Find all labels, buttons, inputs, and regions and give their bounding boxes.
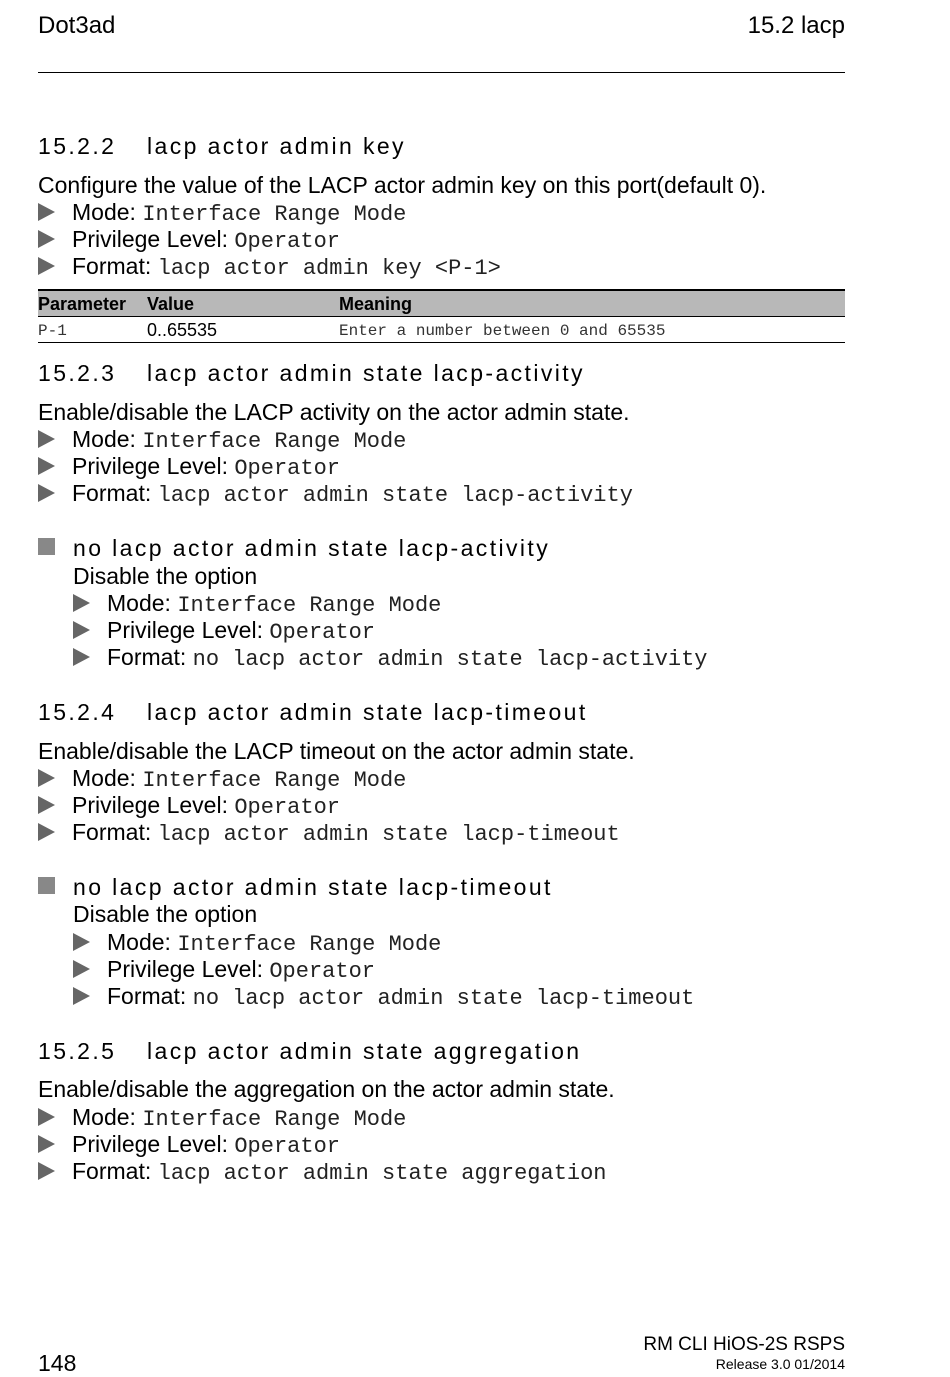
section-number: 15.2.4 [38, 699, 117, 725]
format-item [73, 644, 708, 671]
format-value: no lacp actor admin state lacp-activity [192, 647, 708, 672]
table-cell: Enter a number between 0 and 65535 [339, 322, 666, 340]
section-heading [38, 133, 406, 160]
running-header-right: 15.2 lacp [747, 12, 845, 39]
mode-item [38, 1104, 406, 1131]
privilege-value: Operator [269, 620, 375, 645]
triangle-bullet-icon [38, 1135, 55, 1153]
section-number: 15.2.3 [38, 360, 117, 386]
section-title: lacp actor admin state lacp-timeout [147, 699, 588, 725]
format-item [38, 480, 633, 507]
format-label: Format: [72, 253, 152, 279]
footer-document-title: RM CLI HiOS-2S RSPS [643, 1334, 845, 1355]
mode-label: Mode: [72, 199, 136, 225]
mode-label: Mode: [72, 765, 136, 791]
format-item [38, 819, 620, 846]
privilege-item [38, 792, 340, 819]
triangle-bullet-icon [38, 257, 55, 275]
mode-label: Mode: [107, 929, 171, 955]
footer-release: Release 3.0 01/2014 [715, 1356, 845, 1372]
square-bullet-icon [38, 877, 55, 894]
mode-value: Interface Range Mode [142, 202, 407, 227]
triangle-bullet-icon [73, 960, 90, 978]
header-rule [38, 72, 845, 73]
section-number: 15.2.2 [38, 133, 117, 159]
format-value: no lacp actor admin state lacp-timeout [192, 986, 695, 1011]
privilege-label: Privilege Level: [107, 617, 263, 643]
section-title: lacp actor admin key [147, 133, 406, 159]
mode-item [38, 426, 406, 453]
mode-item [38, 765, 406, 792]
page-number: 148 [38, 1350, 77, 1376]
mode-item [38, 199, 406, 226]
privilege-label: Privilege Level: [72, 1131, 228, 1157]
triangle-bullet-icon [38, 823, 55, 841]
privilege-label: Privilege Level: [107, 956, 263, 982]
running-header-left: Dot3ad [38, 12, 116, 39]
mode-value: Interface Range Mode [177, 932, 442, 957]
mode-value: Interface Range Mode [142, 1107, 407, 1132]
triangle-bullet-icon [38, 796, 55, 814]
section-description: Enable/disable the aggregation on the actor admin state. [38, 1076, 615, 1102]
triangle-bullet-icon [38, 457, 55, 475]
format-item [73, 983, 694, 1010]
privilege-item [73, 956, 375, 983]
section-title: lacp actor admin state lacp-activity [147, 360, 585, 386]
format-value: lacp actor admin state lacp-timeout [157, 822, 620, 847]
format-label: Format: [72, 1158, 152, 1184]
section-heading [38, 1038, 581, 1065]
triangle-bullet-icon [73, 933, 90, 951]
privilege-value: Operator [234, 229, 340, 254]
triangle-bullet-icon [73, 621, 90, 639]
format-value: lacp actor admin state lacp-activity [157, 483, 633, 508]
no-command-heading [38, 535, 550, 562]
mode-label: Mode: [107, 590, 171, 616]
mode-value: Interface Range Mode [142, 768, 407, 793]
privilege-item [38, 453, 340, 480]
triangle-bullet-icon [38, 769, 55, 787]
mode-item [73, 590, 441, 617]
triangle-bullet-icon [38, 203, 55, 221]
privilege-label: Privilege Level: [72, 226, 228, 252]
mode-item [73, 929, 441, 956]
privilege-item [38, 226, 340, 253]
no-command-heading [38, 874, 553, 901]
privilege-item [38, 1131, 340, 1158]
triangle-bullet-icon [73, 987, 90, 1005]
privilege-value: Operator [234, 795, 340, 820]
triangle-bullet-icon [38, 484, 55, 502]
format-label: Format: [72, 819, 152, 845]
table-cell: 0..65535 [147, 320, 218, 340]
format-item [38, 253, 501, 280]
privilege-label: Privilege Level: [72, 792, 228, 818]
triangle-bullet-icon [38, 230, 55, 248]
mode-value: Interface Range Mode [142, 429, 407, 454]
section-heading [38, 699, 588, 726]
square-bullet-icon [38, 538, 55, 555]
no-command-title: no lacp actor admin state lacp-activity [73, 535, 551, 561]
section-number: 15.2.5 [38, 1038, 117, 1064]
section-heading [38, 360, 585, 387]
format-item [38, 1158, 607, 1185]
format-label: Format: [107, 983, 187, 1009]
privilege-value: Operator [269, 959, 375, 984]
privilege-item [73, 617, 375, 644]
column-header: Parameter [38, 294, 127, 314]
format-value: lacp actor admin key <P-1> [157, 256, 501, 281]
section-description: Enable/disable the LACP timeout on the actor admin state. [38, 738, 635, 764]
section-description: Configure the value of the LACP actor admin key on this port(default 0). [38, 172, 767, 198]
table-row [38, 317, 845, 343]
format-value: lacp actor admin state aggregation [157, 1161, 607, 1186]
triangle-bullet-icon [38, 430, 55, 448]
no-command-title: no lacp actor admin state lacp-timeout [73, 874, 553, 900]
mode-value: Interface Range Mode [177, 593, 442, 618]
mode-label: Mode: [72, 1104, 136, 1130]
no-command-description: Disable the option [73, 563, 258, 589]
table-header-row [38, 289, 845, 317]
triangle-bullet-icon [38, 1108, 55, 1126]
format-label: Format: [72, 480, 152, 506]
table-cell: P-1 [38, 322, 67, 340]
privilege-value: Operator [234, 1134, 340, 1159]
column-header: Meaning [339, 294, 413, 314]
no-command-description: Disable the option [73, 901, 258, 927]
mode-label: Mode: [72, 426, 136, 452]
privilege-label: Privilege Level: [72, 453, 228, 479]
section-title: lacp actor admin state aggregation [147, 1038, 582, 1064]
section-description: Enable/disable the LACP activity on the actor admin state. [38, 399, 630, 425]
triangle-bullet-icon [73, 648, 90, 666]
triangle-bullet-icon [38, 1162, 55, 1180]
format-label: Format: [107, 644, 187, 670]
triangle-bullet-icon [73, 594, 90, 612]
column-header: Value [147, 294, 195, 314]
privilege-value: Operator [234, 456, 340, 481]
